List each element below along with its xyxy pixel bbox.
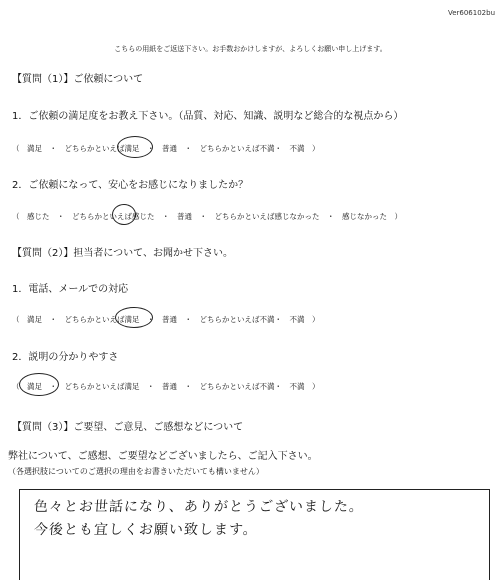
s1-q2-choices: （ 感じた ・ どちらかといえば感じた ・ 普通 ・ どちらかといえば感じなかった ・ 感じなかった ）	[12, 212, 402, 221]
s1-q1-label: 1．ご依頼の満足度をお教え下さい。（品質、対応、知識、説明など総合的な視点から）	[12, 111, 404, 122]
form-version: Ver606102bu	[447, 9, 495, 17]
comment-box[interactable]	[19, 489, 490, 580]
s1-q2-selection-circle	[112, 204, 136, 225]
s2-q1-choices: （ 満足 ・ どちらかといえば満足 ・ 普通 ・ どちらかといえば不満・ 不満 ）	[12, 315, 320, 324]
s1-q1-choices: （ 満足 ・ どちらかといえば満足 ・ 普通 ・ どちらかといえば不満・ 不満 ）	[12, 144, 320, 153]
s2-q2-choices: （ 満足 ・ どちらかといえば満足 ・ 普通 ・ どちらかといえば不満・ 不満 ）	[12, 382, 320, 391]
s2-q2-label: 2．説明の分かりやすさ	[12, 352, 119, 363]
section3-heading: 【質問（3）】ご要望、ご意見、ご感想などについて	[12, 422, 244, 433]
handwritten-comment-line1: 色々とお世話になり、ありがとうございました。	[33, 499, 365, 515]
s2-q2-selection-circle	[19, 373, 59, 396]
s1-q2-label: 2．ご依頼になって、安心をお感じになりましたか？	[12, 180, 249, 191]
comment-request: 弊社について、ご感想、ご要望などございましたら、ご記入下さい。	[8, 451, 318, 462]
comment-note: （各選択肢についてのご選択の理由をお書きいただいても構いません）	[8, 467, 264, 476]
handwritten-comment-line2: 今後とも宜しくお願い致します。	[33, 522, 259, 538]
s1-q1-selection-circle	[117, 136, 153, 158]
section1-heading: 【質問（1）】ご依頼について	[12, 74, 144, 85]
s2-q1-label: 1．電話、メールでの対応	[12, 284, 129, 295]
s2-q1-selection-circle	[115, 307, 153, 328]
section2-heading: 【質問（2）】担当者について、お聞かせ下さい。	[12, 248, 233, 259]
intro-text: こちらの用紙をご返送下さい。お手数おかけしますが、よろしくお願い申し上げます。	[114, 45, 387, 53]
